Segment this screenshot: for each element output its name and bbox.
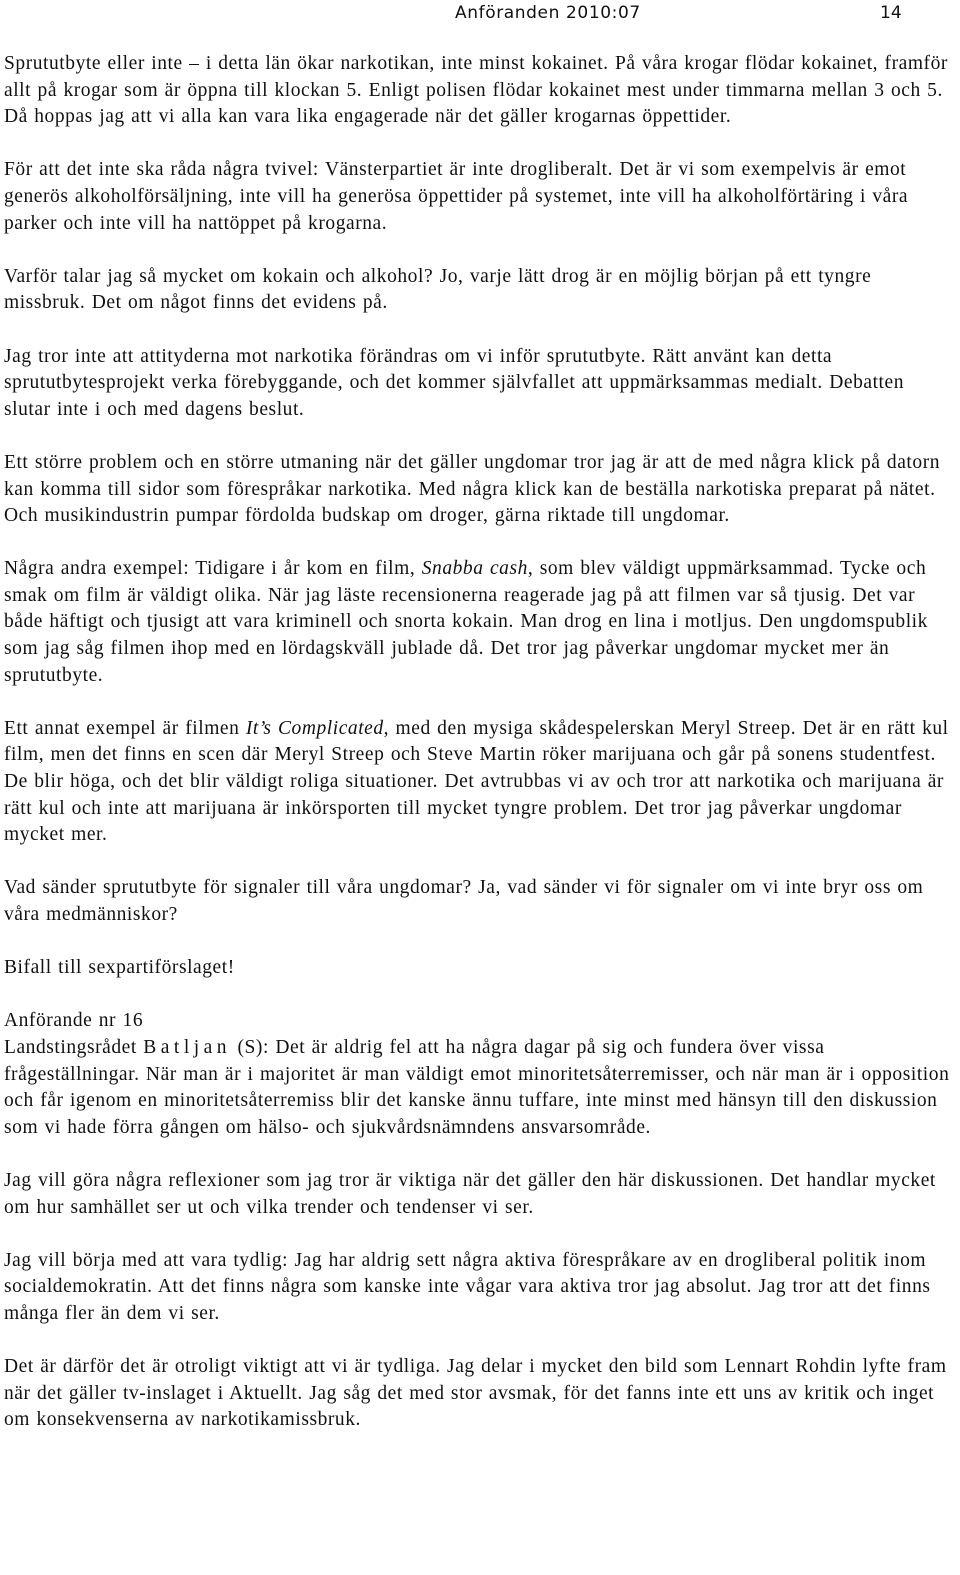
document-body xyxy=(4,51,956,1460)
paragraph-11: Jag vill göra några reflexioner som jag tror är viktiga när det gäller den här diskussionen. Det handlar mycket om hur samhället ser ut och vilka trender och tendenser vi ser. xyxy=(4,1169,936,1218)
document-title: Anföranden 2010:07 xyxy=(455,3,641,23)
paragraph-10-text: (S): Det är aldrig fel att ha några dagar på sig och fundera över vissa frågeställningar. När man är i majoritet är man väldigt emot minoritetsåterremisser, och när man är i opposition och får igenom en minoritetsåterremiss blir det kanske ännu tuffare, inte minst med hänsyn till den diskussion som vi hade förra gången om hälso- och sjukvårdsnämndens ansvarsområde. xyxy=(4,1036,950,1138)
paragraph-7 xyxy=(4,716,956,849)
paragraph-7-text-a: Ett annat exempel är filmen xyxy=(4,717,246,739)
speaker-name: Batljan xyxy=(143,1036,232,1058)
paragraph-13: Det är därför det är otroligt viktigt att vi är tydliga. Jag delar i mycket den bild som Lennart Rohdin lyfte fram när det gäller tv-inslaget i Aktuellt. Jag såg det med stor avsmak, för det fanns inte ett uns av kritik och inget om konsekvenserna av narkotikamissbruk. xyxy=(4,1356,947,1431)
paragraph-5: Ett större problem och en större utmaning när det gäller ungdomar tror jag är att de med några klick på datorn kan komma till sidor som förespråkar narkotika. Med några klick kan de beställa narkotiska preparat på nätet. Och musikindustrin pumpar fördolda budskap om droger, gärna riktade till ungdomar. xyxy=(4,451,941,527)
paragraph-3: Varför talar jag så mycket om kokain och alkohol? Jo, varje lätt drog är en möjlig början på ett tyngre missbruk. Det om något finns det evidens på. xyxy=(4,265,872,314)
paragraph-7-text-b: , med den mysiga skådespelerskan Meryl Streep. Det är en rätt kul film, men det finns en scen där Meryl Streep och Steve Martin röker marijuana och går på sonens studentfest. De blir höga, och det blir väldigt roliga situationer. Det avtrubbas vi av och tror att narkotika och marijuana är rätt kul och inte att marijuana är inkörsporten till mycket tyngre problem. Det tror jag påverkar ungdomar mycket mer. xyxy=(4,717,949,846)
speaker-role: Landstingsrådet xyxy=(4,1036,144,1058)
paragraph-6-text-b: , som blev väldigt uppmärksammad. Tycke och smak om film är väldigt olika. När jag läste recensionerna reagerade jag på att filmen var så tjusig. Det var både häftigt och tjusigt att vara kriminell och snorta kokain. Man drog en lina i motljus. Den ungdomspublik som jag såg filmen ihop med en lördagskväll jublade då. Det tror jag påverkar ungdomar mycket mer än sprututbyte. xyxy=(4,558,928,686)
paragraph-8: Vad sänder sprututbyte för signaler till våra ungdomar? Ja, vad sänder vi för signaler om vi inte bryr oss om våra medmänniskor? xyxy=(4,877,924,925)
paragraph-12: Jag vill börja med att vara tydlig: Jag har aldrig sett några aktiva förespråkare av en drogliberal politik inom socialdemokratin. Att det finns några som kanske inte vågar vara aktiva tror jag absolut. Jag tror att det finns många fler än dem vi ser. xyxy=(4,1249,931,1324)
film-title-its-complicated: It’s Complicated xyxy=(245,717,384,739)
paragraph-9: Bifall till sexpartiförslaget! xyxy=(4,957,235,979)
paragraph-2: För att det inte ska råda några tvivel: Vänsterpartiet är inte drogliberalt. Det är vi som exempelvis är emot generös alkoholförsäljning, inte vill ha generösa öppettider på systemet, inte vill ha alkoholförtäring i våra parker och inte vill ha nattöppet på krogarna. xyxy=(4,159,909,234)
page-number: 14 xyxy=(880,3,902,23)
page-header xyxy=(0,0,960,26)
paragraph-6 xyxy=(4,556,956,689)
paragraph-1: Sprututbyte eller inte – i detta län ökar narkotikan, inte minst kokainet. På våra krogar flödar kokainet, framför allt på krogar som är öppna till klockan 5. Enligt polisen flödar kokainet mest under timmarna mellan 3 och 5. Då hoppas jag att vi alla kan vara lika engagerade när det gäller krogarnas öppettider. xyxy=(4,53,948,128)
film-title-snabba-cash: Snabba cash xyxy=(421,558,528,580)
paragraph-4: Jag tror inte att attityderna mot narkotika förändras om vi inför sprututbyte. Rätt använt kan detta sprututbytesprojekt verka förebyggande, och det kommer självfallet att uppmärksammas medialt. Debatten slutar inte i och med dagens beslut. xyxy=(4,345,905,420)
paragraph-10 xyxy=(4,1035,956,1141)
paragraph-6-text-a: Några andra exempel: Tidigare i år kom en film, xyxy=(4,558,422,580)
speech-heading: Anförande nr 16 xyxy=(4,1010,144,1032)
